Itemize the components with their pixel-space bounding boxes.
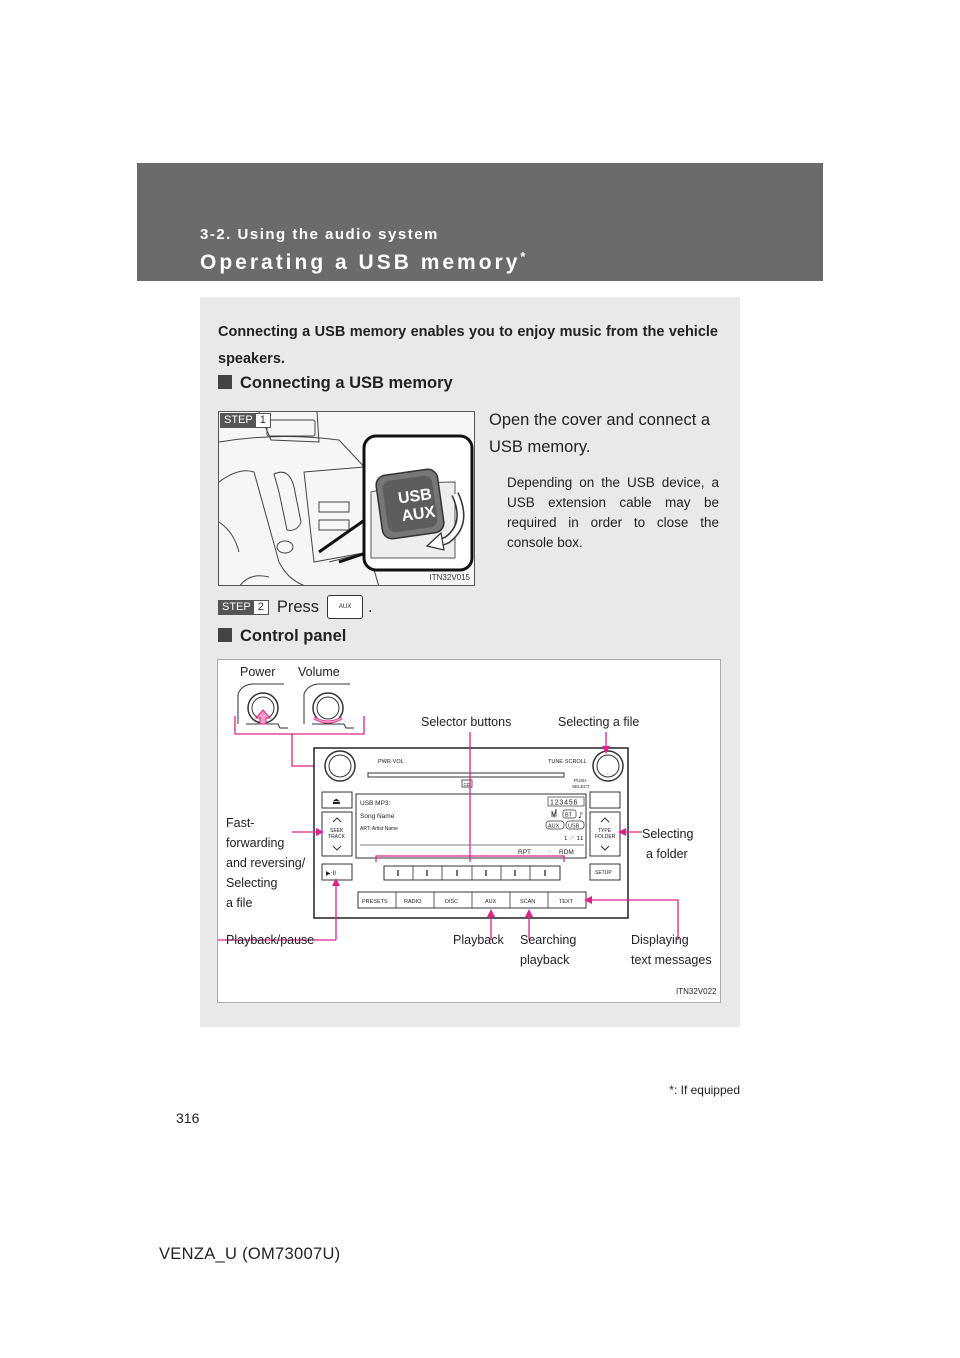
bottom-button-row — [358, 892, 586, 908]
label-selecting-file: Selecting a file — [558, 715, 640, 729]
presets-button: PRESETS — [362, 899, 388, 905]
label-displaying-text: Displaying text messages — [631, 933, 712, 967]
chapter-header — [137, 163, 823, 281]
select-label: SELECT — [572, 784, 590, 789]
panel-image-code: ITN32V022 — [676, 987, 717, 996]
footnote — [0, 1083, 740, 1097]
setup-label: SETUP — [595, 870, 612, 876]
label-volume: Volume — [298, 665, 340, 679]
title-asterisk: * — [520, 249, 526, 264]
intro-paragraph: Connecting a USB memory enables you to enjoy music from the vehicle speakers. — [218, 324, 718, 367]
scan-button: SCAN — [520, 899, 536, 905]
usb-port-text-aux: AUX — [400, 503, 437, 526]
label-selecting-folder: Selecting a folder — [642, 827, 694, 861]
square-bullet-icon — [218, 628, 232, 642]
play-pause-icon: ▶·II — [326, 870, 337, 877]
pwr-vol-label: PWR·VOL — [378, 759, 404, 765]
square-bullet-icon — [218, 375, 232, 389]
volume-knob-detail — [304, 684, 354, 728]
console-line-art — [219, 412, 475, 586]
footnote-asterisk: * — [669, 1083, 674, 1097]
preset-numbers: 123456 — [550, 799, 579, 807]
radio-button: RADIO — [404, 899, 422, 905]
screen-song: Song Name — [360, 813, 395, 820]
text-button: TEXT — [559, 899, 574, 905]
label-fast-forward: Fast- forwarding and reversing/ Selecting a file — [226, 816, 306, 910]
aux-key-icon: AUX — [327, 595, 363, 619]
subheading-control-panel-text: Control panel — [240, 627, 347, 645]
aux-button: AUX — [485, 899, 497, 905]
folder-label: FOLDER — [595, 834, 616, 840]
usb-port-text-usb: USB — [397, 485, 433, 508]
label-playback: Playback — [453, 933, 504, 947]
disc-slot-label: CD — [463, 782, 470, 787]
step-2-badge: STEP 2 — [218, 600, 269, 615]
track-count: 1 ／ 11 — [564, 836, 584, 842]
footnote-text: : If equipped — [673, 1083, 740, 1097]
control-panel-diagram — [217, 659, 721, 1003]
screen-title: USB MP3: — [360, 800, 391, 807]
push-label: PUSH — [574, 778, 587, 783]
manual-code: VENZA_U (OM73007U) — [159, 1245, 341, 1263]
screen-artist: ART: Artist Name — [360, 826, 398, 832]
rdm-indicator: RDM — [559, 849, 574, 856]
rpt-indicator: RPT — [518, 849, 531, 856]
track-label: TRACK — [328, 834, 345, 840]
label-power: Power — [240, 665, 276, 679]
step-1-badge: STEP 1 — [220, 413, 271, 428]
usb-port-illustration — [218, 411, 475, 586]
label-searching-playback: Searching playback — [520, 933, 577, 967]
label-selector-buttons: Selector buttons — [421, 715, 512, 729]
page-title — [200, 249, 525, 275]
subheading-connecting-text: Connecting a USB memory — [240, 374, 453, 392]
step-1-note: Depending on the USB device, a USB extension cable may be required in order to close the console box. — [507, 475, 719, 550]
content-box — [200, 297, 740, 1027]
seek-label: SEEK — [330, 828, 344, 834]
page-title-text: Operating a USB memory — [200, 251, 521, 274]
disc-button: DISC — [445, 899, 459, 905]
usb-badge: USB — [568, 823, 580, 830]
music-note-icon: ♪ — [578, 811, 584, 820]
power-knob-detail — [238, 684, 288, 728]
section-title: 3-2. Using the audio system — [200, 226, 439, 243]
page-number: 316 — [176, 1110, 200, 1126]
tune-scroll-label: TUNE·SCROLL — [548, 759, 587, 765]
subheading-connecting — [218, 374, 453, 393]
aux-badge: AUX — [548, 823, 560, 830]
step-2-press-text: Press — [276, 597, 320, 616]
rpt-rdm-dot: · — [548, 848, 551, 855]
step-2-period: . — [368, 597, 373, 616]
label-playback-pause: Playback/pause — [226, 933, 315, 947]
step-1-text: Open the cover and connect a USB memory. — [489, 411, 711, 456]
selector-button-row — [384, 866, 560, 880]
type-label: TYPE — [598, 828, 612, 834]
subheading-control-panel — [218, 627, 346, 646]
eject-icon: ⏏ — [332, 797, 341, 807]
bt-badge: BT — [565, 812, 573, 819]
image-code: ITN32V015 — [429, 573, 470, 582]
step-2 — [218, 595, 373, 619]
